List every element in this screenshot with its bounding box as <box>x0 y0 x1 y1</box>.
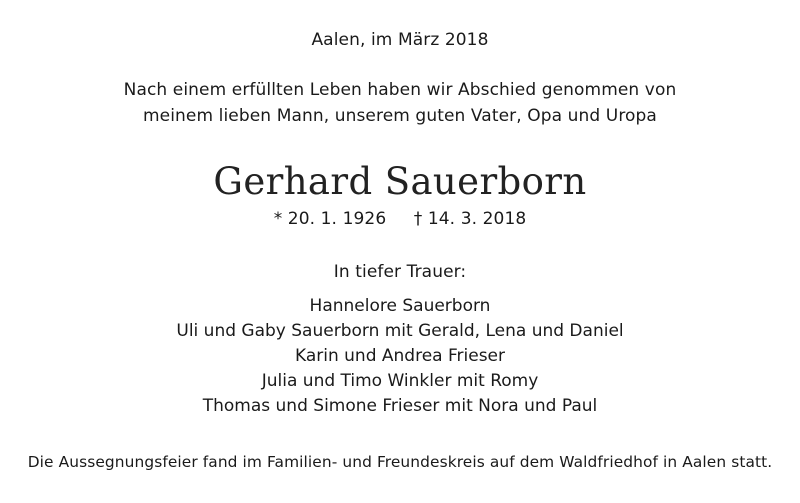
place-date: Aalen, im März 2018 <box>311 30 489 50</box>
death-date: † 14. 3. 2018 <box>413 209 527 229</box>
mourner-line: Uli und Gaby Sauerborn mit Gerald, Lena und Daniel <box>176 321 624 341</box>
deceased-name: Gerhard Sauerborn <box>213 160 587 203</box>
birth-date: * 20. 1. 1926 <box>273 209 387 229</box>
mourners-list <box>0 294 800 419</box>
mourning-label: In tiefer Trauer: <box>333 262 467 282</box>
intro-line-2: meinem lieben Mann, unserem guten Vater, Opa und Uropa <box>143 106 657 126</box>
intro-line-1: Nach einem erfüllten Leben haben wir Abschied genommen von <box>123 80 677 100</box>
mourner-line: Hannelore Sauerborn <box>309 296 491 316</box>
life-dates <box>0 208 800 230</box>
mourner-line: Thomas und Simone Frieser mit Nora und Paul <box>202 396 598 416</box>
mourner-line: Julia und Timo Winkler mit Romy <box>261 371 539 391</box>
mourner-line: Karin und Andrea Frieser <box>294 346 505 366</box>
ceremony-note: Die Aussegnungsfeier fand im Familien- und Freundeskreis auf dem Waldfriedhof in Aalen statt. <box>27 453 773 471</box>
